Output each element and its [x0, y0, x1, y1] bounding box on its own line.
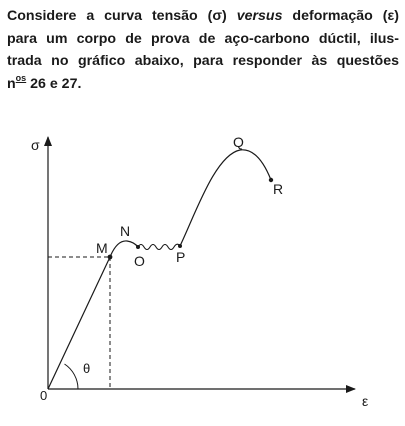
yield-plateau-wave: [138, 244, 180, 249]
label-m: M: [96, 240, 108, 256]
question-line-1-end: deformação (ε): [282, 8, 399, 24]
label-o: O: [134, 253, 145, 269]
question-numbers: 26 e 27.: [26, 75, 82, 92]
label-n: N: [120, 223, 131, 239]
origin-label: 0: [40, 388, 48, 403]
epsilon-axis-label: ε: [362, 393, 369, 409]
question-line-1-start: Considere a curva tensão (σ): [7, 8, 237, 24]
point-m: [108, 255, 113, 260]
question-line-3: trada no gráfico abaixo, para responder às questões: [7, 53, 399, 69]
question-number-superscript: os: [15, 72, 27, 83]
sigma-axis-label: σ: [31, 137, 40, 153]
label-p: P: [176, 249, 186, 265]
question-number-prefix: n: [7, 75, 16, 92]
curve-p-to-q: [180, 150, 271, 246]
label-q: Q: [233, 134, 244, 150]
point-o: [136, 245, 140, 249]
label-r: R: [273, 181, 284, 197]
point-p: [178, 244, 182, 248]
question-versus: versus: [236, 8, 283, 24]
theta-arc: [65, 364, 79, 389]
question-line-2: para um corpo de prova de aço-carbono dúctil, ilus-: [7, 30, 399, 47]
theta-label: θ: [83, 361, 91, 376]
elastic-line: [48, 257, 110, 389]
